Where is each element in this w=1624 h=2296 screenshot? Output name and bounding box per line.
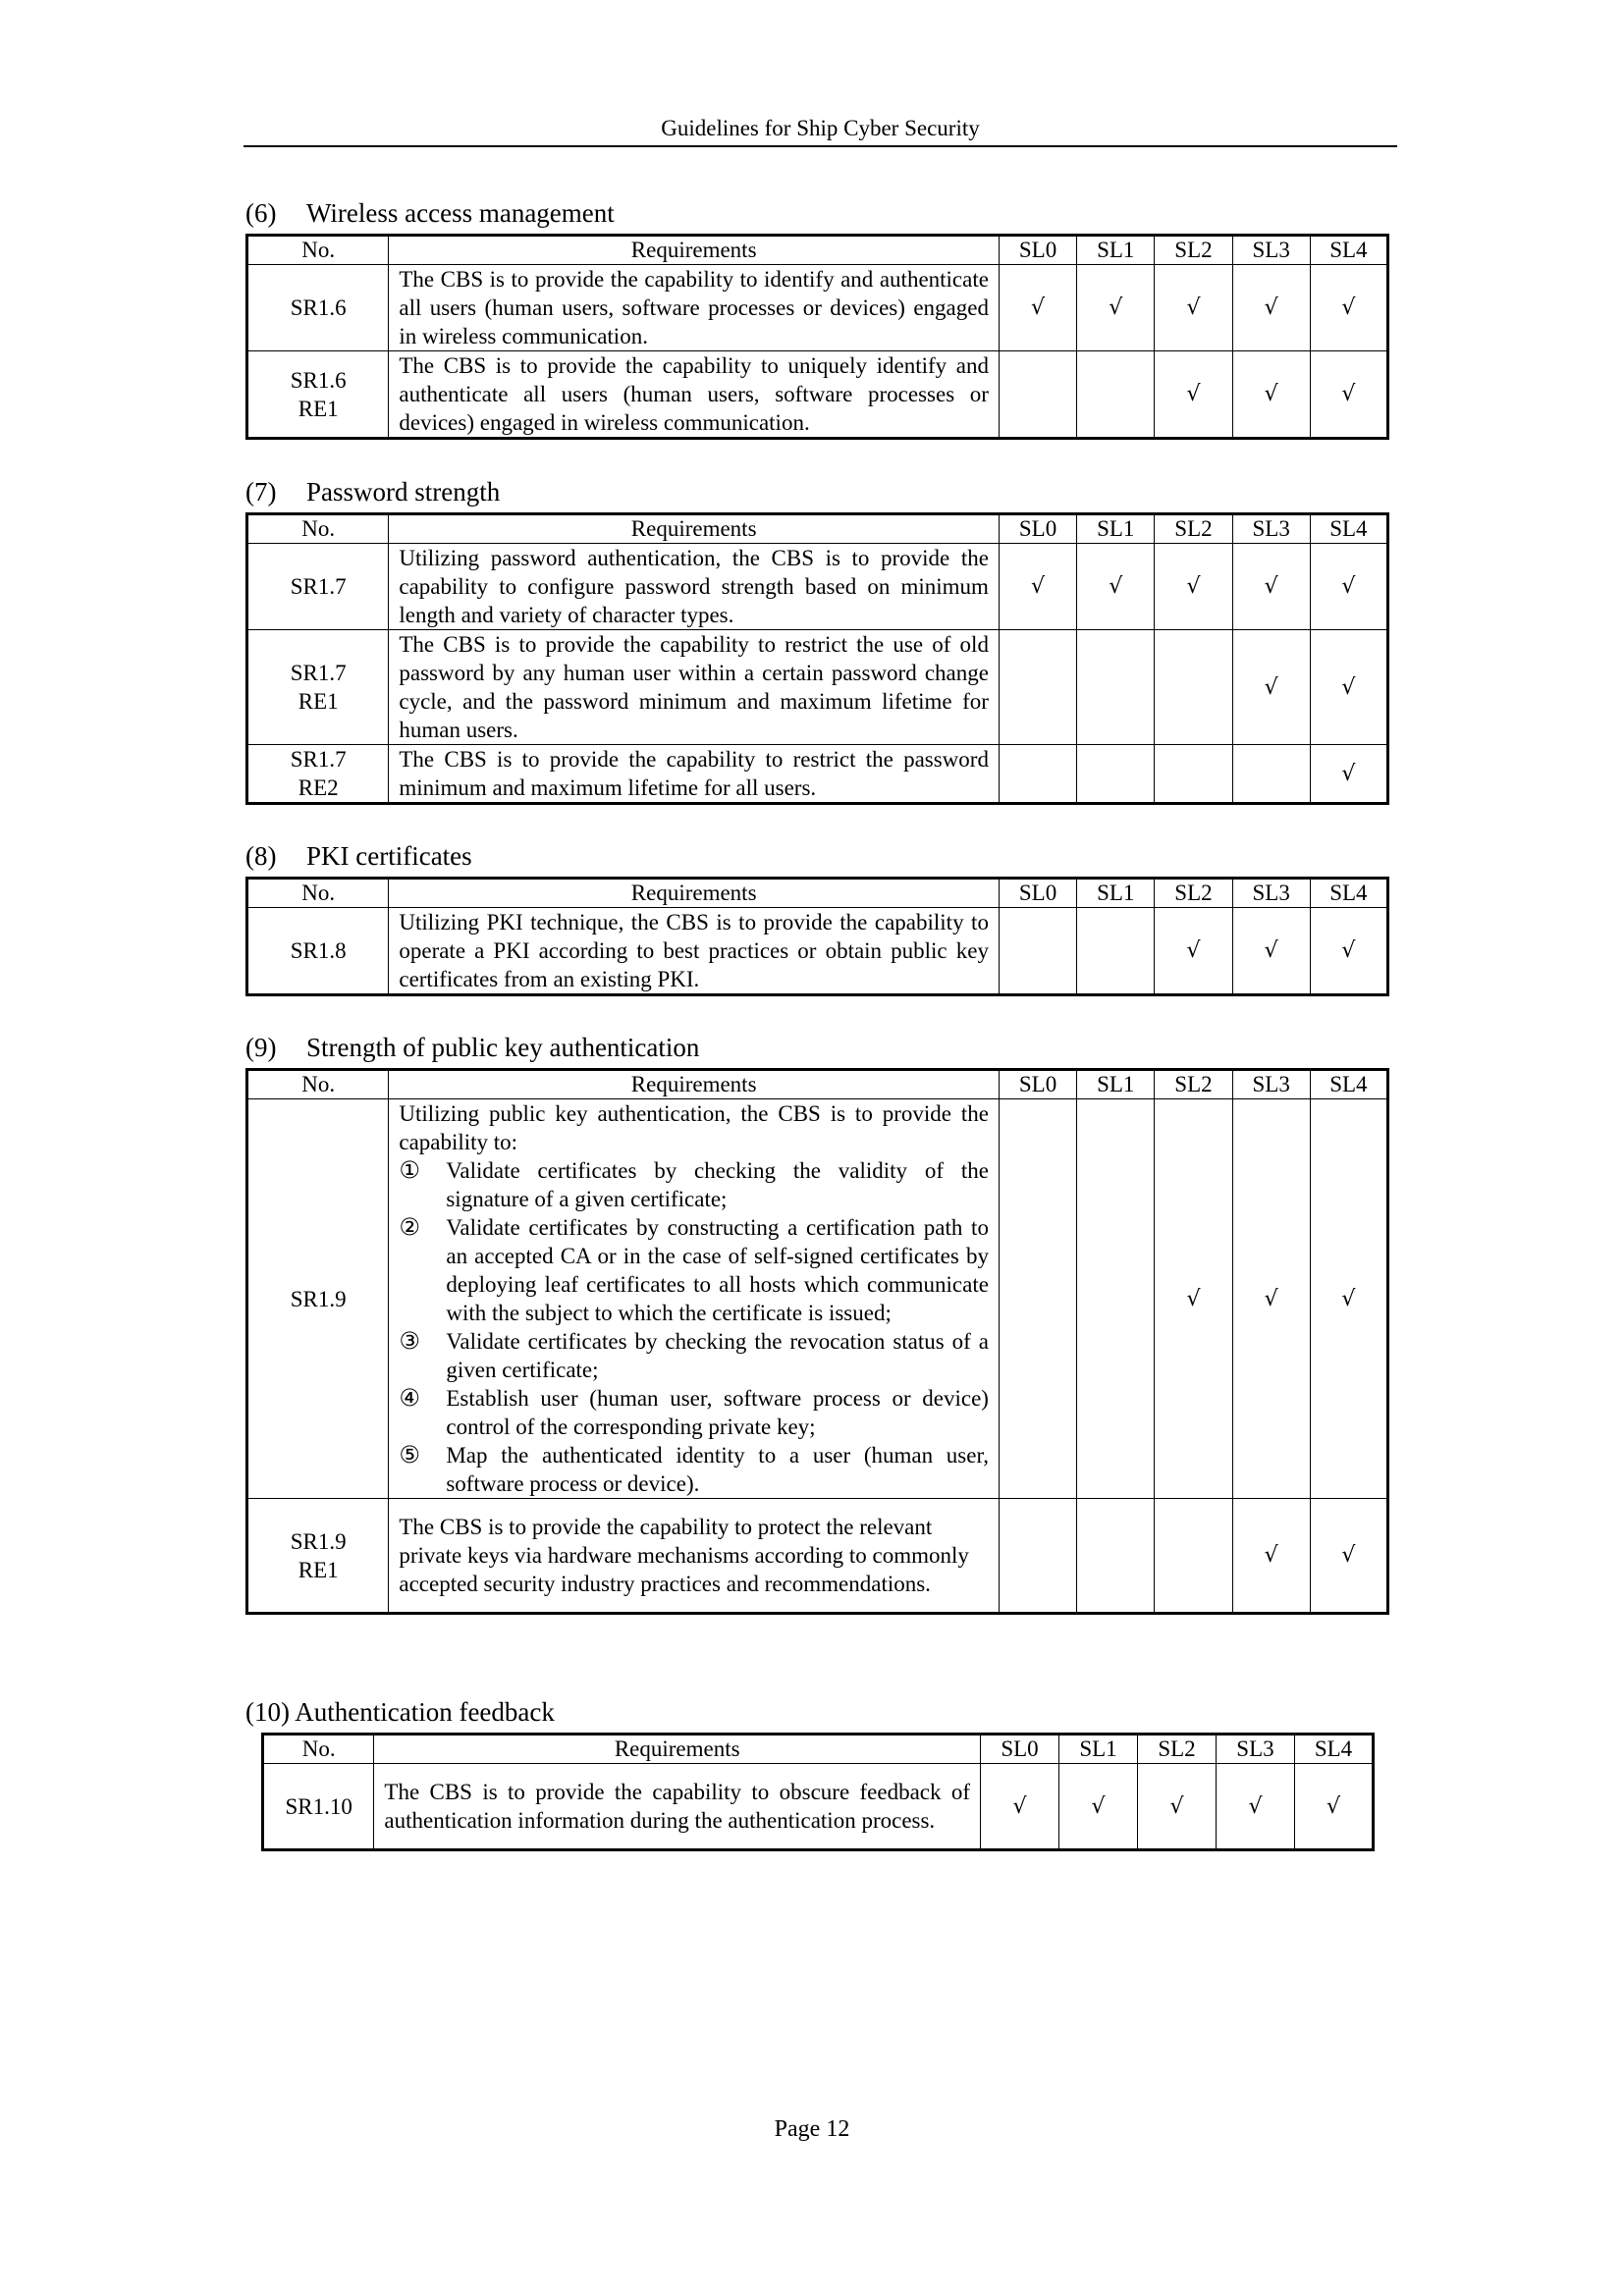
page-header: Guidelines for Ship Cyber Security (244, 114, 1397, 147)
requirements-table (245, 512, 1389, 805)
check-mark: √ (1077, 265, 1155, 351)
table-header-row: No. Requirements SL0 SL1 SL2 SL3 SL4 (263, 1735, 1374, 1764)
check-mark: √ (1232, 630, 1310, 745)
table-header-row: No. Requirements SL0 SL1 SL2 SL3 SL4 (247, 514, 1388, 544)
section-password-strength (245, 475, 1389, 805)
check-mark: √ (1077, 544, 1155, 630)
table-header-row: No. Requirements SL0 SL1 SL2 SL3 SL4 (247, 236, 1388, 265)
check-mark: √ (1310, 745, 1387, 804)
requirements-table (245, 234, 1389, 440)
check-mark: √ (1155, 908, 1232, 995)
check-mark: √ (1138, 1764, 1217, 1850)
list-item: ④ Establish user (human user, software process or device) control of the corresponding private key; (399, 1384, 989, 1439)
section-authentication-feedback (245, 1695, 1375, 1851)
page-number: Page 12 (774, 2116, 850, 2142)
check-mark: √ (1232, 908, 1310, 995)
check-mark: √ (1155, 1099, 1232, 1499)
table-row: SR1.9 RE1 The CBS is to provide the capability to protect the relevant private keys via hardware mechanisms according to commonly accepted security industry practices and recommendations. √ √ (247, 1499, 1388, 1614)
table-row: SR1.9 Utilizing public key authentication, the CBS is to provide the capability to: ① Validate certificates by checking the validity of the signature of a given certificate; ② Validate certificates by constructing a certification path to an accepted CA or in the case of self-signed certificates by deploying leaf certificates to all hosts which communicate with the subject to which the certificate is issued; ③ Validate certificates by checking the revocation status of a given certificate; ④ Establish user (human user, software process or device) control of the corresponding private key; ⑤ Map the authenticated identity to a user (human user, software process or device). √ √ √ (247, 1099, 1388, 1499)
check-mark: √ (1155, 351, 1232, 439)
section-title: (6) Wireless access management (245, 198, 615, 228)
table-row: SR1.7 RE1 The CBS is to provide the capability to restrict the use of old password by any human user within a certain password change cycle, and the password minimum and maximum lifetime for human users. √ √ (247, 630, 1388, 745)
check-mark: √ (1294, 1764, 1373, 1850)
table-row: SR1.10 The CBS is to provide the capability to obscure feedback of authentication information during the authentication process. √ √ √ √ √ (263, 1764, 1374, 1850)
section-public-key-authentication (245, 1031, 1389, 1615)
table-row: SR1.8 Utilizing PKI technique, the CBS is to provide the capability to operate a PKI according to best practices or obtain public key certificates from an existing PKI. √ √ √ (247, 908, 1388, 995)
section-title: (8) PKI certificates (245, 841, 472, 871)
requirements-table (261, 1733, 1375, 1851)
list-item: ① Validate certificates by checking the validity of the signature of a given certificate; (399, 1156, 989, 1211)
list-intro: Utilizing public key authentication, the CBS is to provide the capability to: (399, 1101, 989, 1154)
check-mark: √ (1310, 544, 1387, 630)
check-mark: √ (1310, 265, 1387, 351)
list-item: ③ Validate certificates by checking the revocation status of a given certificate; (399, 1327, 989, 1382)
section-title: (7) Password strength (245, 477, 501, 507)
check-mark: √ (1232, 1499, 1310, 1614)
section-wireless-access (245, 196, 1389, 440)
requirements-table (245, 877, 1389, 996)
check-mark: √ (1310, 351, 1387, 439)
table-row: SR1.7 RE2 The CBS is to provide the capability to restrict the password minimum and maximum lifetime for all users. √ (247, 745, 1388, 804)
table-row: SR1.7 Utilizing password authentication, the CBS is to provide the capability to configure password strength based on minimum length and variety of character types. √ √ √ √ √ (247, 544, 1388, 630)
check-mark: √ (981, 1764, 1059, 1850)
check-mark: √ (1310, 908, 1387, 995)
requirements-table (245, 1068, 1389, 1615)
check-mark: √ (1232, 1099, 1310, 1499)
check-mark: √ (1310, 1099, 1387, 1499)
check-mark: √ (1232, 544, 1310, 630)
check-mark: √ (1155, 265, 1232, 351)
table-row: SR1.6 RE1 The CBS is to provide the capability to uniquely identify and authenticate all users (human users, software processes or devices) engaged in wireless communication. √ √ √ (247, 351, 1388, 439)
table-row: SR1.6 The CBS is to provide the capability to identify and authenticate all users (human users, software processes or devices) engaged in wireless communication. √ √ √ √ √ (247, 265, 1388, 351)
check-mark: √ (999, 544, 1076, 630)
section-pki-certificates (245, 839, 1389, 996)
table-header-row: No. Requirements SL0 SL1 SL2 SL3 SL4 (247, 879, 1388, 908)
list-item: ⑤ Map the authenticated identity to a user (human user, software process or device). (399, 1441, 989, 1496)
check-mark: √ (1232, 265, 1310, 351)
check-mark: √ (1059, 1764, 1138, 1850)
check-mark: √ (1155, 544, 1232, 630)
check-mark: √ (1310, 630, 1387, 745)
check-mark: √ (999, 265, 1076, 351)
check-mark: √ (1232, 351, 1310, 439)
requirement-list (399, 1156, 989, 1498)
check-mark: √ (1216, 1764, 1294, 1850)
section-title: (9) Strength of public key authentication (245, 1033, 700, 1062)
table-header-row: No. Requirements SL0 SL1 SL2 SL3 SL4 (247, 1070, 1388, 1099)
list-item: ② Validate certificates by constructing a certification path to an accepted CA or in the case of self-signed certificates by deploying leaf certificates to all hosts which communicate with the subject to which the certificate is issued; (399, 1213, 989, 1325)
check-mark: √ (1310, 1499, 1387, 1614)
section-title: (10) Authentication feedback (245, 1697, 555, 1727)
